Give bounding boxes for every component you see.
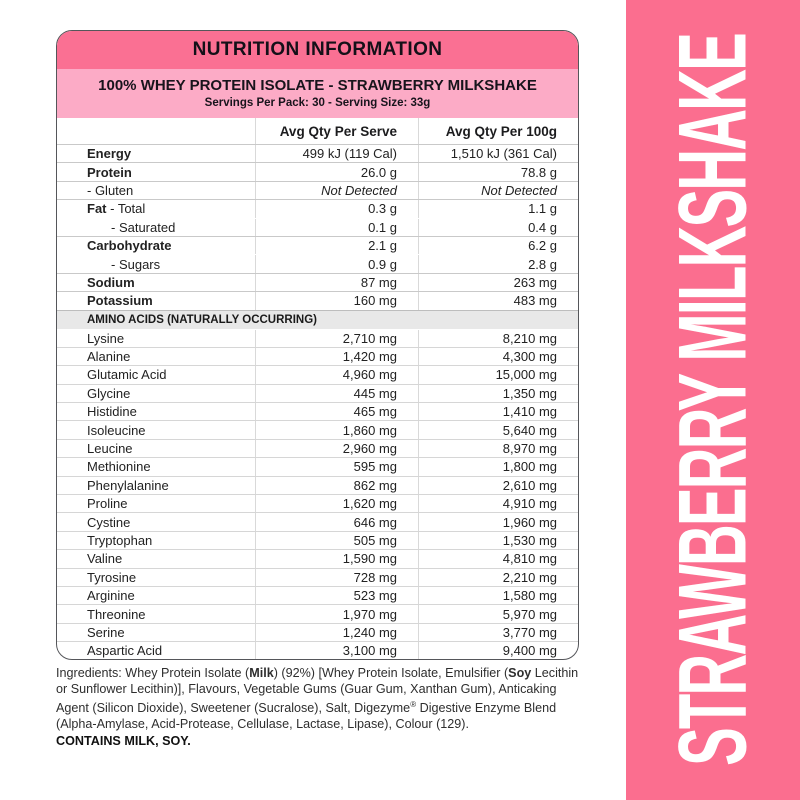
nutrient-name: [57, 274, 255, 291]
value-per-100g: 3,770 mg: [418, 624, 578, 641]
nutrient-row: [57, 273, 578, 291]
value-per-serve: 1,240 mg: [255, 624, 418, 641]
amino-acid-row: [57, 568, 578, 586]
nutrient-name: [57, 182, 255, 199]
value-per-serve: 1,970 mg: [255, 605, 418, 622]
nutrient-name: [57, 163, 255, 180]
amino-acid-name: Methionine: [87, 459, 151, 475]
ingredients-text-segment: Digestive Enzyme Blend (Alpha-Amylase, Acid-Protease, Cellulase, Lactase, Lipase), Colour (129).: [56, 701, 557, 732]
amino-acid-row: [57, 347, 578, 365]
amino-acid-name: Lysine: [87, 330, 125, 346]
amino-acid-name: Isoleucine: [87, 422, 146, 438]
amino-acid-row: [57, 512, 578, 530]
nutrient-name: [57, 219, 255, 236]
table-header-row: [57, 118, 578, 144]
amino-acid-row: [57, 457, 578, 475]
value-per-100g: 15,000 mg: [418, 366, 578, 383]
table-header-spacer: [57, 118, 255, 144]
nutrient-row: [57, 199, 578, 217]
value-per-100g: 4,810 mg: [418, 550, 578, 567]
value-per-100g: 4,910 mg: [418, 495, 578, 512]
ingredients-section: [56, 666, 585, 750]
value-per-serve: 0.3 g: [255, 200, 418, 217]
amino-acid-name: Valine: [87, 551, 123, 567]
flavour-vertical-text: STRAWBERRY MILKSHAKE: [659, 34, 767, 766]
amino-acid-name: Tryptophan: [87, 533, 153, 548]
value-per-100g: 1,800 mg: [418, 458, 578, 475]
amino-acid-name: Serine: [87, 624, 125, 640]
amino-acid-name: Glutamic Acid: [87, 367, 167, 383]
nutrient-name: [57, 200, 255, 217]
ingredients-text-segment: Soy: [508, 666, 532, 680]
value-per-100g: 1.1 g: [418, 200, 578, 217]
amino-acid-rows: [57, 329, 578, 660]
value-per-serve: 445 mg: [255, 385, 418, 402]
value-per-100g: 0.4 g: [418, 219, 578, 236]
amino-acid-row: [57, 365, 578, 383]
flavour-sidebar: [626, 0, 800, 800]
value-per-100g: 1,350 mg: [418, 385, 578, 402]
nutrient-name-rest: - Saturated: [111, 219, 176, 235]
value-per-serve: 646 mg: [255, 513, 418, 530]
amino-acid-name: Arginine: [87, 588, 135, 604]
amino-acid-name: Phenylalanine: [87, 477, 169, 493]
amino-acid-row: [57, 494, 578, 512]
amino-acid-row: [57, 384, 578, 402]
nutrient-row: [57, 254, 578, 272]
value-per-100g: 5,970 mg: [418, 605, 578, 622]
nutrient-name-bold: Energy: [87, 146, 132, 162]
value-per-serve: 1,620 mg: [255, 495, 418, 512]
nutrient-name: [57, 255, 255, 272]
nutrient-name: [57, 237, 255, 254]
value-per-100g: 78.8 g: [418, 163, 578, 180]
nutrient-name: [57, 292, 255, 309]
amino-acid-name: Tyrosine: [87, 569, 137, 585]
nutrient-name: [57, 145, 255, 162]
value-per-serve: 862 mg: [255, 477, 418, 494]
value-per-100g: Not Detected: [418, 182, 578, 199]
ingredients-text-segment: Milk: [249, 666, 274, 680]
product-name: 100% WHEY PROTEIN ISOLATE - STRAWBERRY MILKSHAKE: [98, 77, 537, 94]
value-per-serve: Not Detected: [255, 182, 418, 199]
nutrient-row: [57, 181, 578, 199]
nutrition-label: [56, 30, 579, 660]
nutrient-name-bold: Protein: [87, 164, 132, 180]
value-per-100g: 4,300 mg: [418, 348, 578, 365]
nutrient-name-rest: - Gluten: [87, 182, 134, 198]
amino-acid-name: Leucine: [87, 441, 133, 457]
amino-acid-row: [57, 402, 578, 420]
amino-acid-name: Aspartic Acid: [87, 643, 163, 659]
value-per-serve: 2.1 g: [255, 237, 418, 254]
amino-acid-row: [57, 549, 578, 567]
nutrient-name-rest: - Sugars: [111, 256, 161, 272]
amino-acid-row: [57, 439, 578, 457]
nutrient-name-bold: Potassium: [87, 293, 153, 309]
nutrient-row: [57, 291, 578, 309]
nutrient-rows: [57, 144, 578, 310]
nutrition-label-title: NUTRITION INFORMATION: [57, 31, 578, 69]
value-per-100g: 5,640 mg: [418, 421, 578, 438]
value-per-100g: 6.2 g: [418, 237, 578, 254]
nutrient-name-bold: Sodium: [87, 274, 135, 290]
amino-acid-row: [57, 420, 578, 438]
ingredients-text-segment: Lecithin or Sunflower Lecithin)], Flavours, Vegetable Gums (Guar Gum, Xanthan Gum), Anticaking Agent (Silicon Dioxide), Sweetener (Sucralose), Salt, Digezyme: [56, 666, 579, 716]
amino-acid-row: [57, 531, 578, 549]
value-per-serve: 499 kJ (119 Cal): [255, 145, 418, 162]
value-per-serve: 0.9 g: [255, 255, 418, 272]
value-per-100g: 2.8 g: [418, 255, 578, 272]
amino-acid-name: Glycine: [87, 385, 131, 401]
value-per-serve: 1,590 mg: [255, 550, 418, 567]
value-per-100g: 8,970 mg: [418, 440, 578, 457]
value-per-serve: 728 mg: [255, 569, 418, 586]
value-per-serve: 465 mg: [255, 403, 418, 420]
nutrient-row: [57, 162, 578, 180]
value-per-serve: 595 mg: [255, 458, 418, 475]
nutrient-row: [57, 236, 578, 254]
value-per-100g: 8,210 mg: [418, 330, 578, 347]
value-per-100g: 263 mg: [418, 274, 578, 291]
value-per-serve: 26.0 g: [255, 163, 418, 180]
value-per-serve: 1,420 mg: [255, 348, 418, 365]
product-band: [57, 69, 578, 118]
amino-acid-row: [57, 329, 578, 347]
value-per-serve: 3,100 mg: [255, 642, 418, 659]
nutrient-row: [57, 218, 578, 236]
servings-info: Servings Per Pack: 30 - Serving Size: 33g: [204, 97, 431, 109]
value-per-100g: 2,610 mg: [418, 477, 578, 494]
amino-acid-name: Histidine: [87, 404, 137, 420]
value-per-serve: 2,710 mg: [255, 330, 418, 347]
value-per-serve: 4,960 mg: [255, 366, 418, 383]
value-per-serve: 87 mg: [255, 274, 418, 291]
value-per-serve: 2,960 mg: [255, 440, 418, 457]
amino-acid-row: [57, 604, 578, 622]
value-per-100g: 9,400 mg: [418, 642, 578, 659]
value-per-100g: 1,530 mg: [418, 532, 578, 549]
nutrient-row: [57, 144, 578, 162]
amino-acid-name: Cystine: [87, 514, 131, 530]
nutrient-name-bold: Fat: [87, 201, 107, 217]
amino-acid-row: [57, 623, 578, 641]
value-per-100g: 1,960 mg: [418, 513, 578, 530]
value-per-serve: 0.1 g: [255, 219, 418, 236]
ingredients-paragraph: [56, 666, 585, 733]
amino-acid-name: Proline: [87, 496, 128, 512]
value-per-100g: 483 mg: [418, 292, 578, 309]
nutrient-name-rest: - Total: [106, 201, 146, 217]
column-header-per-serve: Avg Qty Per Serve: [255, 118, 418, 144]
nutrient-name-bold: Carbohydrate: [87, 238, 172, 254]
amino-acid-name: Alanine: [87, 349, 131, 365]
value-per-100g: 1,580 mg: [418, 587, 578, 604]
value-per-100g: 1,510 kJ (361 Cal): [418, 145, 578, 162]
amino-acid-row: [57, 476, 578, 494]
ingredients-text-segment: ) (92%) [Whey Protein Isolate, Emulsifier (: [273, 666, 509, 680]
value-per-serve: 1,860 mg: [255, 421, 418, 438]
value-per-serve: 160 mg: [255, 292, 418, 309]
amino-acids-section-header: AMINO ACIDS (NATURALLY OCCURRING): [57, 310, 578, 329]
amino-acid-name: Threonine: [87, 606, 146, 622]
value-per-100g: 1,410 mg: [418, 403, 578, 420]
value-per-serve: 505 mg: [255, 532, 418, 549]
column-header-per-100g: Avg Qty Per 100g: [418, 118, 578, 144]
amino-acid-row: [57, 586, 578, 604]
allergen-statement: CONTAINS MILK, SOY.: [56, 734, 191, 748]
amino-acid-row: [57, 641, 578, 659]
ingredients-text-segment: Ingredients: Whey Protein Isolate (: [56, 666, 250, 680]
value-per-100g: 2,210 mg: [418, 569, 578, 586]
value-per-serve: 523 mg: [255, 587, 418, 604]
ingredients-text-segment: ®: [410, 700, 417, 710]
